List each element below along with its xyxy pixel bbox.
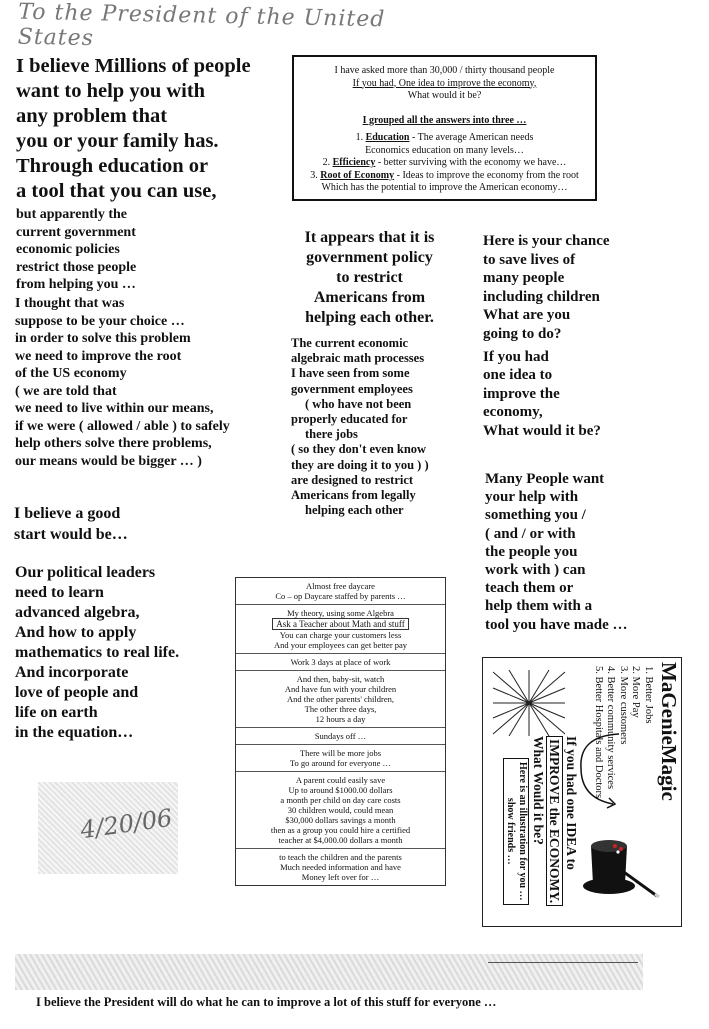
right-line: If you had: [483, 348, 549, 365]
right-line: Many People want: [485, 471, 605, 487]
intro-small-line: but apparently the: [16, 207, 127, 222]
intro-body-line: of the US economy: [15, 366, 127, 381]
closing-statement: I believe the President will do what he can to improve a lot of this stuff for everyone …: [36, 995, 497, 1009]
plan-table-line: $30,000 dollars savings a month: [285, 815, 396, 825]
plan-table-cell: [236, 772, 445, 849]
plan-table-line: a month per child on day care costs: [280, 795, 401, 805]
handwritten-date: 4/20/06: [78, 803, 175, 845]
plan-table-cell: [236, 605, 445, 654]
signature-line: [488, 962, 638, 963]
intro-small-line: economic policies: [16, 242, 120, 257]
right-text-a: [483, 232, 663, 441]
leaders-line: Our political leaders: [15, 564, 156, 581]
middle-title-line: government policy: [306, 249, 433, 266]
plan-table-line: Sundays off …: [314, 731, 367, 741]
middle-body-line: ( so they don't even know: [291, 442, 427, 457]
middle-body-line: government employees: [291, 381, 413, 396]
plan-table-line: 30 children would, could mean: [287, 805, 394, 815]
intro-body-line: our means would be bigger … ): [15, 453, 202, 469]
plan-table-cell: [236, 745, 445, 772]
middle-title-line: Americans from: [313, 289, 426, 306]
plan-table-line: Work 3 days at place of work: [290, 657, 391, 667]
intro-body-line: suppose to be your choice …: [15, 313, 185, 329]
intro-body-line: we need to live within our means,: [15, 401, 214, 416]
good-start-text: [14, 503, 128, 545]
plan-table-line: then as a group you could hire a certified: [270, 825, 411, 835]
political-leaders-text: [15, 563, 179, 743]
intro-large-text: [16, 54, 286, 204]
right-text-b: [485, 470, 665, 634]
signature-scribble: [15, 954, 643, 990]
leaders-line: And incorporate: [15, 664, 129, 681]
middle-title-line: It appears that it is: [304, 229, 435, 246]
middle-title-line: to restrict: [336, 269, 403, 286]
survey-item-1: 1. Education - The average American needs: [355, 132, 534, 143]
plan-table-line: Much needed information and have: [280, 862, 401, 872]
right-line: the people you: [485, 543, 578, 560]
ad-question: If you had one IDEA to IMPROVE the ECONOMY. What Would it be?: [531, 736, 580, 906]
right-line: help them with a: [485, 598, 593, 615]
middle-title: [292, 228, 447, 328]
intro-small-line: from helping you …: [16, 277, 136, 292]
survey-line-1: I have asked more than 30,000 / thirty thousand people: [334, 65, 555, 76]
plan-table-cell: [236, 654, 445, 671]
intro-small-line: restrict those people: [16, 259, 137, 275]
plan-table-line: And then, baby-sit, watch: [296, 674, 385, 684]
plan-table-cell: [236, 578, 445, 605]
middle-body-line: Americans from legally: [291, 488, 416, 503]
intro-line: Through education or: [16, 155, 209, 177]
plan-table-line: To go around for everyone …: [289, 758, 392, 768]
plan-table-line: And your employees can get better pay: [273, 640, 408, 650]
middle-body-line: algebraic math processes: [291, 351, 425, 366]
survey-item-1-cont: Economics education on many levels…: [365, 144, 524, 156]
ad-benefit-item: 5. Better Hospitals and Doctors: [593, 666, 604, 799]
plan-table-line: to teach the children and the parents: [279, 852, 402, 862]
right-line: What are you: [483, 307, 571, 324]
middle-title-line: helping each other.: [305, 309, 434, 326]
start-line: start would be…: [14, 526, 128, 543]
plan-table-line: teacher at $4,000.00 dollars a month: [278, 835, 403, 845]
middle-body-line: properly educated for: [291, 412, 408, 427]
plan-table-line: And the other parents' children,: [286, 694, 395, 704]
right-line: including children: [483, 288, 600, 305]
survey-box: [292, 55, 597, 201]
ad-benefit-item: 3. More customers: [618, 666, 629, 745]
intro-line: you or your family has.: [16, 130, 219, 152]
plan-table: [235, 577, 446, 886]
plan-table-line: And have fun with your children: [284, 684, 397, 694]
survey-item-2: 2. Efficiency - better surviving with the economy we have…: [322, 157, 567, 168]
middle-body-line: The current economic: [291, 336, 409, 350]
plan-table-line: The other three days,: [304, 704, 377, 714]
handwritten-salutation: To the President of the United States: [17, 0, 386, 52]
start-line: I believe a good: [14, 505, 121, 522]
intro-body-line: if we were ( allowed / able ) to safely: [15, 418, 230, 434]
middle-body-line: ( who have not been: [305, 396, 412, 411]
survey-question: If you had, One idea to improve the economy,: [352, 77, 537, 89]
right-line: Here is your chance: [483, 233, 610, 249]
leaders-line: advanced algebra,: [15, 604, 140, 621]
survey-item-3-cont: Which has the potential to improve the American economy…: [321, 182, 568, 193]
right-line: one idea to: [483, 367, 553, 384]
middle-body-line: I have seen from some: [291, 366, 410, 381]
plan-table-line: My theory, using some Algebra: [287, 608, 394, 618]
leaders-line: in the equation…: [15, 724, 134, 741]
right-line: ( and / or with: [485, 525, 576, 542]
plan-table-cell: [236, 849, 445, 885]
plan-table-line: A parent could easily save: [295, 775, 386, 785]
plan-table-line: Co – op Daycare staffed by parents …: [275, 591, 406, 601]
plan-table-cell: [236, 728, 445, 745]
intro-body-text: [15, 295, 230, 470]
plan-table-line: Money left over for …: [301, 872, 380, 882]
right-line: improve the: [483, 385, 560, 402]
plan-table-line: Ask a Teacher about Math and stuff: [238, 618, 443, 630]
right-line: What would it be?: [483, 422, 601, 439]
intro-line: I believe Millions of people: [16, 55, 251, 77]
survey-question-2: What would it be?: [407, 90, 482, 101]
right-line: work with ) can: [485, 562, 586, 579]
leaders-line: need to learn: [15, 584, 104, 601]
plan-table-line: 12 hours a day: [315, 714, 366, 724]
middle-body-line: there jobs: [305, 427, 358, 442]
leaders-line: And how to apply: [15, 624, 137, 641]
survey-item-3: 3. Root of Economy - Ideas to improve the economy from the root: [310, 169, 579, 181]
leaders-line: love of people and: [15, 684, 139, 701]
intro-body-line: we need to improve the root: [15, 348, 182, 364]
middle-body-line: they are doing it to you ) ): [291, 457, 429, 472]
intro-small-line: current government: [16, 224, 136, 240]
ad-note: Here is an illustration for you … show friends …: [503, 758, 529, 905]
magenie-ad: [482, 657, 682, 927]
right-line: to save lives of: [483, 251, 576, 268]
right-line: your help with: [485, 489, 579, 506]
right-line: tool you have made …: [485, 616, 628, 633]
leaders-line: mathematics to real life.: [15, 644, 180, 661]
intro-small-text: [16, 206, 136, 294]
intro-body-line: help others solve there problems,: [15, 436, 212, 451]
ad-benefit-item: 1. Better Jobs: [643, 666, 654, 724]
middle-body-line: helping each other: [305, 503, 404, 518]
ad-benefit-item: 2. More Pay: [630, 666, 642, 718]
leaders-line: life on earth: [15, 704, 98, 721]
magic-hat-icon: [581, 830, 661, 898]
right-line: something you /: [485, 507, 586, 524]
right-line: teach them or: [485, 580, 574, 597]
right-line: many people: [483, 270, 565, 287]
plan-table-cell: [236, 671, 445, 728]
survey-grouped: I grouped all the answers into three …: [362, 114, 527, 126]
intro-body-line: I thought that was: [15, 296, 125, 311]
plan-table-line: You can charge your customers less: [279, 630, 402, 640]
ad-benefit-item: 4. Better community services: [605, 666, 617, 790]
middle-body-line: are designed to restrict: [291, 472, 414, 487]
right-line: economy,: [483, 404, 543, 421]
intro-line: a tool that you can use,: [16, 180, 217, 202]
intro-line: want to help you with: [16, 80, 206, 102]
ad-brand: MaGenieMagic: [657, 662, 681, 801]
plan-table-line: Almost free daycare: [306, 581, 375, 591]
middle-body: [291, 336, 456, 518]
intro-body-line: in order to solve this problem: [15, 331, 191, 346]
right-line: going to do?: [483, 325, 562, 342]
starburst-illustration: [491, 668, 567, 738]
intro-line: any problem that: [16, 105, 168, 127]
intro-body-line: ( we are told that: [15, 383, 117, 399]
plan-table-line: Up to around $1000.00 dollars: [288, 785, 393, 795]
plan-table-line: There will be more jobs: [299, 748, 382, 758]
